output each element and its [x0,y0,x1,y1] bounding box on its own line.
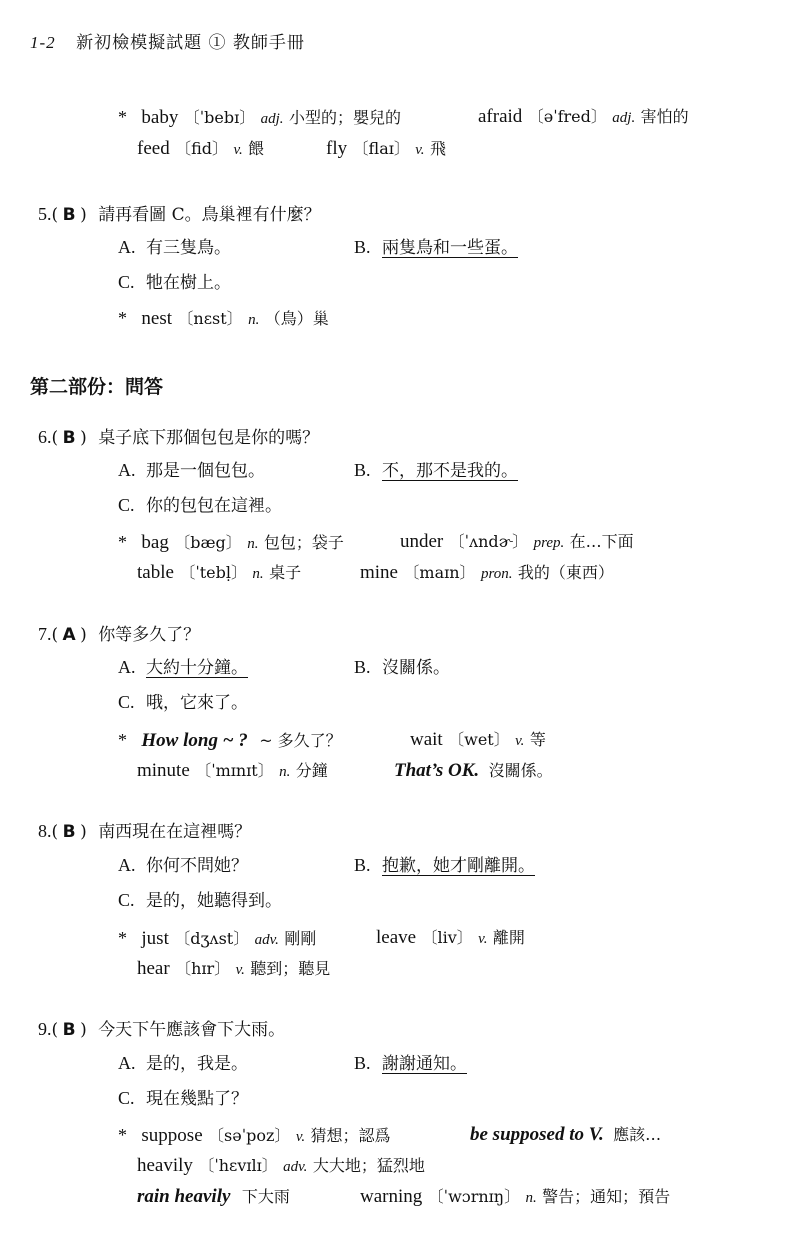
option-b: B. 謝謝通知。 [354,1053,467,1074]
page-number: 1-2 [30,33,56,52]
question-9: 9.( B ) 今天下午應該會下大雨。 [38,1019,286,1040]
correct-answer: 大約十分鐘。 [146,658,248,678]
answer-key: B [62,428,76,448]
answer-key: A [62,625,76,645]
vocab-item: afraid 〔əˈfred〕 adj. 害怕的 [478,106,689,127]
correct-answer: 不，那不是我的。 [382,461,518,481]
vocab-item: warning 〔ˈwɔrnɪŋ〕 n. 警告；通知；預告 [360,1186,671,1207]
answer-key: B [62,1020,76,1040]
question-text: 你等多久了？ [98,625,201,645]
vocab-line: heavily 〔ˈhɛvɪlɪ〕 adv. 大大地；猛烈地 [137,1155,425,1176]
option-c: C. 哦，它來了。 [118,692,248,713]
vocab-line: feed 〔fid〕 v. 餵 [137,138,265,159]
vocab-item: under 〔ˈʌndɚ〕 prep. 在…下面 [400,531,634,552]
vocab-line: rain heavily 下大雨 [137,1186,290,1207]
option-a: A. 大約十分鐘。 [118,657,248,678]
question-5: 5.( B ) 請再看圖 C。鳥巢裡有什麼？ [38,204,321,225]
vocab-item: be supposed to V. 應該… [470,1124,662,1145]
vocab-line: * bag 〔bæg〕 n. 包包；袋子 [118,532,344,553]
answer-key: B [62,822,76,842]
correct-answer: 抱歉，她才剛離開。 [382,856,535,876]
option-b: B. 抱歉，她才剛離開。 [354,855,535,876]
vocab-item: wait 〔wet〕 v. 等 [410,729,546,750]
option-b: B. 沒關係。 [354,657,450,678]
question-6: 6.( B ) 桌子底下那個包包是你的嗎？ [38,427,320,448]
option-c: C. 牠在樹上。 [118,272,231,293]
vocab-item: leave 〔liv〕 v. 離開 [376,927,525,948]
answer-key: B [62,205,76,225]
vocab-line: * suppose 〔səˈpoz〕 v. 猜想；認爲 [118,1125,391,1146]
option-c: C. 是的，她聽得到。 [118,890,282,911]
option-b: B. 不，那不是我的。 [354,460,518,481]
vocab-line: minute 〔ˈmɪnɪt〕 n. 分鐘 [137,760,328,781]
vocab-item: That’s OK. 沒關係。 [394,760,553,781]
option-a: A. 是的，我是。 [118,1053,248,1074]
correct-answer: 兩隻鳥和一些蛋。 [382,238,518,258]
vocab-line: table 〔ˈtebḷ〕 n. 桌子 [137,562,302,583]
question-text: 桌子底下那個包包是你的嗎？ [98,428,320,448]
question-8: 8.( B ) 南西現在在這裡嗎？ [38,821,252,842]
vocab-line: hear 〔hɪr〕 v. 聽到；聽見 [137,958,331,979]
question-text: 南西現在在這裡嗎？ [98,822,252,842]
option-c: C. 你的包包在這裡。 [118,495,282,516]
option-c: C. 現在幾點了？ [118,1088,248,1109]
vocab-line: * just 〔dʒʌst〕 adv. 剛剛 [118,928,317,949]
option-a: A. 有三隻鳥。 [118,237,231,258]
question-text: 今天下午應該會下大雨。 [98,1020,286,1040]
vocab-item: mine 〔maɪn〕 pron. 我的（東西） [360,562,614,583]
question-7: 7.( A ) 你等多久了？ [38,624,201,645]
vocab-line: * nest 〔nɛst〕 n. （鳥）巢 [118,308,329,329]
section-title: 第二部份：問答 [30,376,164,398]
correct-answer: 謝謝通知。 [382,1054,467,1074]
vocab-item: fly 〔flaɪ〕 v. 飛 [326,138,446,159]
book-title: 新初檢模擬試題 ① 教師手冊 [76,33,305,53]
page-header [30,28,305,53]
option-a: A. 那是一個包包。 [118,460,265,481]
vocab-line: * baby 〔ˈbebɪ〕 adj. 小型的；嬰兒的 [118,107,401,128]
question-text: 請再看圖 C。鳥巢裡有什麼？ [98,205,321,225]
option-b: B. 兩隻鳥和一些蛋。 [354,237,518,258]
vocab-line: * How long ~ ? ~ 多久了？ [118,730,342,751]
option-a: A. 你何不問她？ [118,855,248,876]
